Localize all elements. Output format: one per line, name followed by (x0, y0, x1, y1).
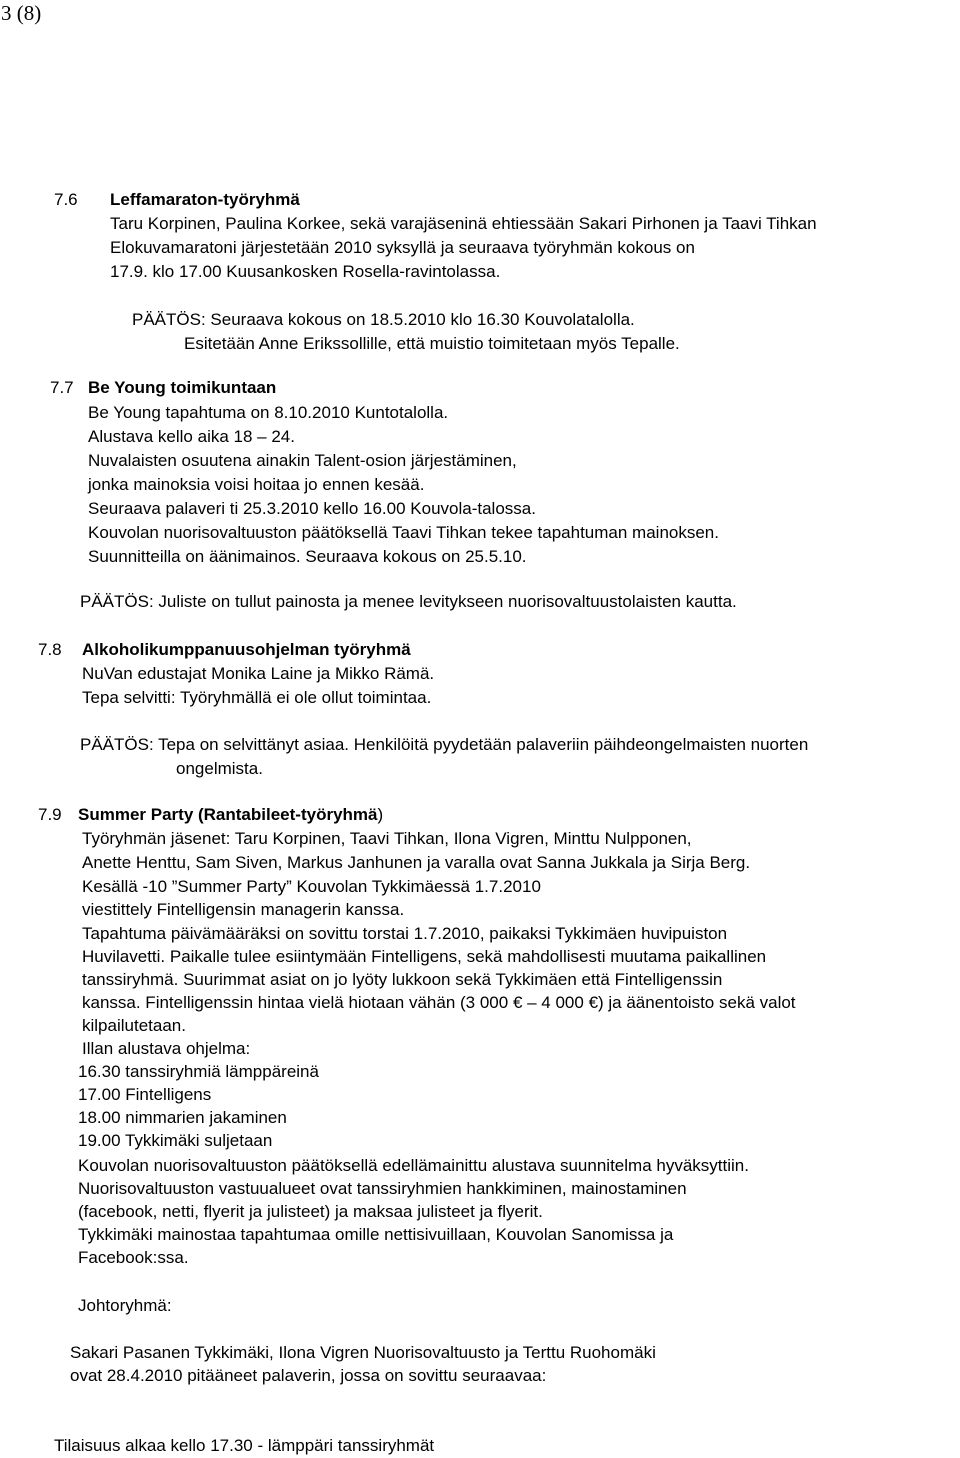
text-line: Suunnitteilla on äänimainos. Seuraava kokous on 25.5.10. (88, 547, 527, 566)
text-line: Anette Henttu, Sam Siven, Markus Janhunen ja varalla ovat Sanna Jukkala ja Sirja Berg. (82, 853, 751, 872)
text-line: Kouvolan nuorisovaltuuston päätöksellä edellämainittu alustava suunnitelma hyväksyttiin. (78, 1156, 749, 1175)
section-7-6-number: 7.6 (54, 190, 78, 209)
text-line: Elokuvamaratoni järjestetään 2010 syksyllä ja seuraava työryhmän kokous on (110, 238, 695, 257)
text-line: 17.9. klo 17.00 Kuusankosken Rosella-ravintolassa. (110, 262, 501, 281)
text-line: Illan alustava ohjelma: (82, 1039, 251, 1058)
text-line: Sakari Pasanen Tykkimäki, Ilona Vigren Nuorisovaltuusto ja Terttu Ruohomäki (70, 1343, 656, 1362)
page-number: 3 (8) (1, 1, 42, 25)
section-7-9-number: 7.9 (38, 805, 62, 824)
text-line: Tepa selvitti: Työryhmällä ei ole ollut toimintaa. (82, 688, 432, 707)
text-line: Työryhmän jäsenet: Taru Korpinen, Taavi Tihkan, Ilona Vigren, Minttu Nulpponen, (82, 829, 692, 848)
section-7-6-title: Leffamaraton-työryhmä (110, 190, 300, 209)
text-line: kanssa. Fintelligenssin hintaa vielä hiotaan vähän (3 000 € – 4 000 €) ja äänentoisto sekä valot (82, 993, 796, 1012)
text-line: Facebook:ssa. (78, 1248, 189, 1267)
decision-line: ongelmista. (176, 759, 263, 778)
list-item: 18.00 nimmarien jakaminen (78, 1108, 287, 1127)
text-line: (facebook, netti, flyerit ja julisteet) ja maksaa julisteet ja flyerit. (78, 1202, 543, 1221)
section-7-7-number: 7.7 (50, 378, 74, 397)
subheading: Johtoryhmä: (78, 1296, 172, 1315)
text-line: Kouvolan nuorisovaltuuston päätöksellä Taavi Tihkan tekee tapahtuman mainoksen. (88, 523, 719, 542)
text-line: ovat 28.4.2010 pitääneet palaverin, jossa on sovittu seuraavaa: (70, 1366, 547, 1385)
text-line: Nuvalaisten osuutena ainakin Talent-osion järjestäminen, (88, 451, 517, 470)
decision-line: PÄÄTÖS: Seuraava kokous on 18.5.2010 klo 16.30 Kouvolatalolla. (132, 310, 635, 329)
text-line: Taru Korpinen, Paulina Korkee, sekä varajäseninä ehtiessään Sakari Pirhonen ja Taavi Tihkan (110, 214, 817, 233)
list-item: 17.00 Fintelligens (78, 1085, 212, 1104)
decision-line: Esitetään Anne Erikssollille, että muistio toimitetaan myös Tepalle. (184, 334, 680, 353)
text-line: Kesällä -10 ”Summer Party” Kouvolan Tykkimäessä 1.7.2010 (82, 877, 541, 896)
text-line: kilpailutetaan. (82, 1016, 186, 1035)
text-line: jonka mainoksia voisi hoitaa jo ennen kesää. (88, 475, 425, 494)
text-line: Tilaisuus alkaa kello 17.30 - lämppäri tanssiryhmät (54, 1436, 435, 1455)
decision-line: PÄÄTÖS: Tepa on selvittänyt asiaa. Henkilöitä pyydetään palaveriin päihdeongelmaisten nuorten (80, 735, 809, 754)
decision-line: PÄÄTÖS: Juliste on tullut painosta ja menee levitykseen nuorisovaltuustolaisten kautta. (80, 592, 737, 611)
list-item: 19.00 Tykkimäki suljetaan (78, 1131, 273, 1150)
text-line: Alustava kello aika 18 – 24. (88, 427, 295, 446)
text-line: Seuraava palaveri ti 25.3.2010 kello 16.00 Kouvola-talossa. (88, 499, 536, 518)
text-line: NuVan edustajat Monika Laine ja Mikko Rämä. (82, 664, 435, 683)
section-7-8-title: Alkoholikumppanuusohjelman työryhmä (82, 640, 411, 659)
section-7-8-number: 7.8 (38, 640, 62, 659)
list-item: 16.30 tanssiryhmiä lämppäreinä (78, 1062, 319, 1081)
section-7-7-title: Be Young toimikuntaan (88, 378, 277, 397)
text-line: Nuorisovaltuuston vastuualueet ovat tanssiryhmien hankkiminen, mainostaminen (78, 1179, 687, 1198)
text-line: Tapahtuma päivämääräksi on sovittu torstai 1.7.2010, paikaksi Tykkimäen huvipuiston (82, 924, 728, 943)
text-line: Huvilavetti. Paikalle tulee esiintymään Fintelligens, sekä mahdollisesti muutama paikallinen (82, 947, 767, 966)
text-line: Be Young tapahtuma on 8.10.2010 Kuntotalolla. (88, 403, 449, 422)
text-line: Tykkimäki mainostaa tapahtumaa omille nettisivuillaan, Kouvolan Sanomissa ja (78, 1225, 674, 1244)
section-7-9-title: Summer Party (Rantabileet-työryhmä) (78, 805, 384, 824)
text-line: tanssiryhmä. Suurimmat asiat on jo lyöty lukkoon sekä Tykkimäen että Fintelligenssin (82, 970, 723, 989)
text-line: viestittely Fintelligensin managerin kanssa. (82, 900, 405, 919)
